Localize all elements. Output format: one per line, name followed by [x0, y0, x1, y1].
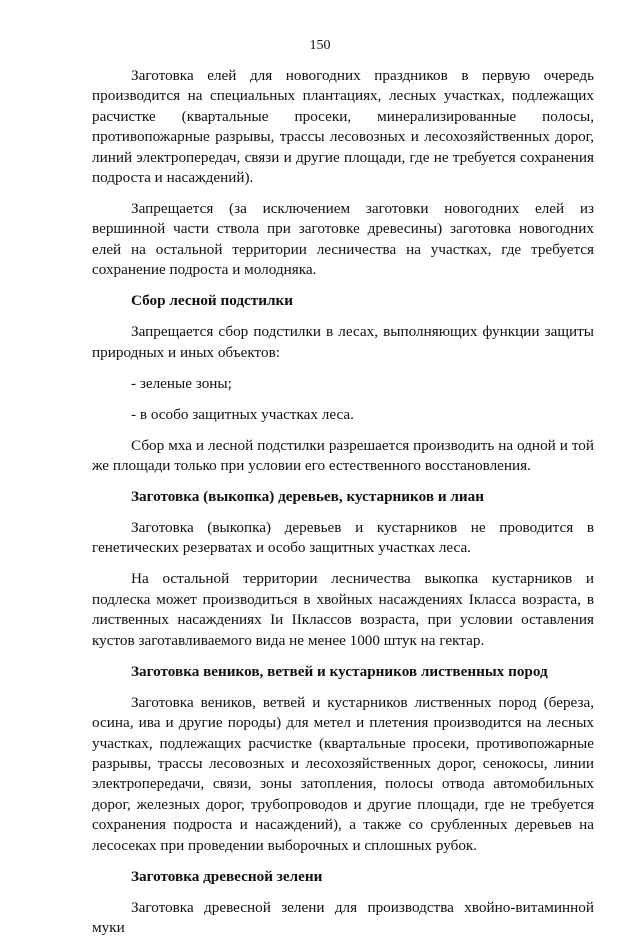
heading-forest-litter: Сбор лесной подстилки [131, 292, 294, 310]
heading-digging-trees: Заготовка (выкопка) деревьев, кустарников и лиан [131, 488, 484, 506]
paragraph-moss-collection: Сбор мха и лесной подстилки разрешается производить на одной и той же площади только при условии его естественного восстановления. [92, 436, 594, 475]
heading-wood-greenery: Заготовка древесной зелени [131, 867, 323, 885]
paragraph-digging-prohibition: Заготовка (выкопка) деревьев и кустарников не проводится в генетических резерватах и особо защитных участках леса. [92, 519, 594, 557]
paragraph-digging-conditions: На остальной территории лесничества выкопка кустарников и подлеска может производиться в хвойных насаждениях Iкласса возраста, в лиственных насаждениях Iи IIклассов возраста, при условии оставления кустов заготавливаемого вида не менее 1000 штук на гектар. [92, 570, 594, 649]
paragraph-wood-greenery: Заготовка древесной зелени для производства хвойно-витаминной муки [92, 898, 594, 936]
paragraph-litter-prohibition: Запрещается сбор подстилки в лесах, выполняющих функции защиты природных и иных объектов: [92, 323, 594, 361]
paragraph-christmas-trees: Заготовка елей для новогодних праздников в первую очередь производится на специальных плантациях, лесных участках, подлежащих расчистке (квартальные просеки, минерализированные полосы, противопожарные разрывы, трассы лесовозных и лесохозяйственных дорог, линий электропередач, связи и другие площади, где не требуется сохранения подроста и насаждений). [92, 67, 594, 187]
page-content [92, 66, 594, 949]
list-item-protected-areas: - в особо защитных участках леса. [131, 405, 354, 423]
paragraph-brooms-branches: Заготовка веников, ветвей и кустарников лиственных пород (береза, осина, ива и другие породы) для метел и плетения производится на лесных участках, подлежащих расчистке (квартальные просеки, противопожарные разрывы, трассы лесовозных и лесохозяйственных дорог, сенокосы, линии электропередачи, связи, зоны затопления, полосы отвода автомобильных дорог, железных дорог, трубопроводов и другие площади, где не требуется сохранения подроста и насаждений), а также со срубленных деревьев на лесосеках при проведении выборочных и сплошных рубок. [92, 693, 594, 854]
heading-brooms-branches: Заготовка веников, ветвей и кустарников лиственных пород [131, 662, 548, 680]
page-number: 150 [309, 38, 331, 53]
list-item-green-zones: - зеленые зоны; [131, 374, 232, 392]
paragraph-christmas-trees-prohibition: Запрещается (за исключением заготовки новогодних елей из вершинной части ствола при заготовке древесины) заготовка новогодних елей на остальной территории лесничества на участках, где требуется сохранение подроста и молодняка. [92, 200, 594, 279]
